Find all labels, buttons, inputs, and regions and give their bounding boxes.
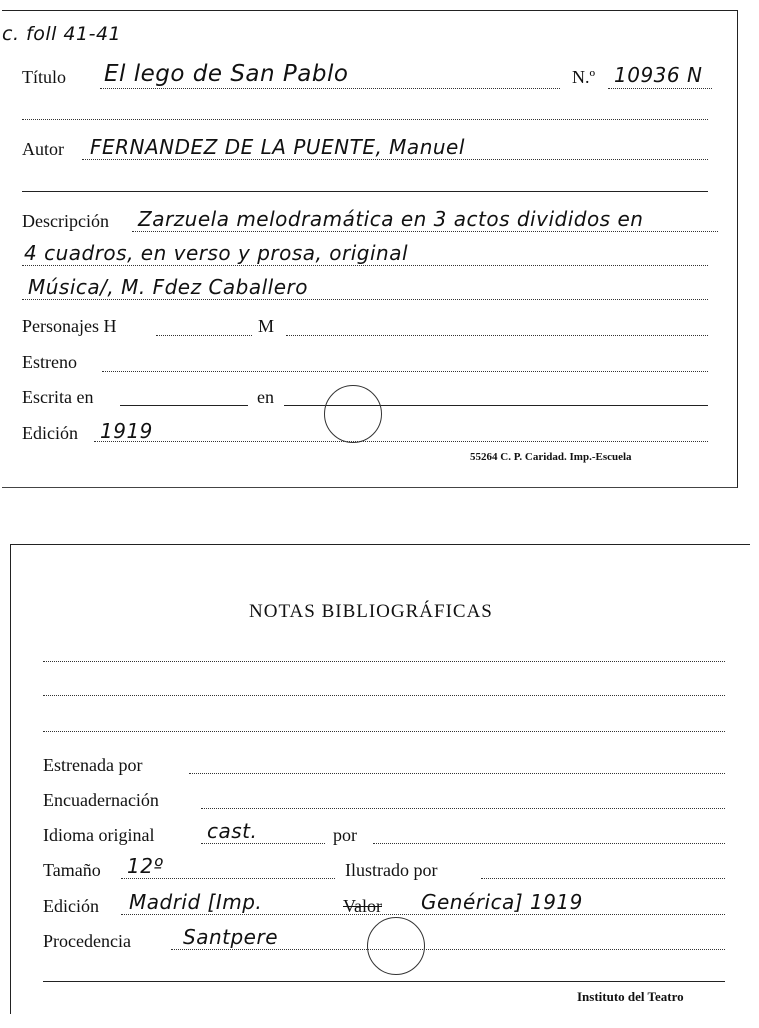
- punch-hole: [367, 917, 425, 975]
- descripcion-value-3: Música/, M. Fdez Caballero: [28, 275, 308, 299]
- edicion-back-value-a: Madrid [Imp.: [129, 890, 263, 914]
- blank-line: [22, 119, 708, 120]
- tamano-value: 12º: [127, 854, 164, 878]
- estrenada-label: Estrenada por: [43, 755, 143, 775]
- notes-line: [43, 695, 725, 696]
- titulo-line: [100, 88, 560, 89]
- idioma-line: [201, 843, 325, 844]
- edicion-back-struck: Valor: [343, 896, 382, 916]
- edicion-value: 1919: [100, 419, 153, 443]
- encuadernacion-label: Encuadernación: [43, 790, 159, 810]
- catalog-card-front: [2, 10, 738, 488]
- escrita-line: [120, 405, 248, 406]
- autor-value: FERNANDEZ DE LA PUENTE, Manuel: [90, 135, 465, 159]
- descripcion-label: Descripción: [22, 211, 109, 231]
- notes-line: [43, 661, 725, 662]
- tamano-line: [121, 878, 335, 879]
- numero-value: 10936 N: [614, 63, 703, 87]
- autor-line: [82, 159, 708, 160]
- bottom-rule: [43, 981, 725, 982]
- estrenada-line: [189, 773, 725, 774]
- numero-label: N.º: [572, 67, 596, 87]
- notes-line: [43, 731, 725, 732]
- descripcion-line-1: [132, 231, 718, 232]
- corner-note: c. foll 41-41: [2, 23, 122, 45]
- descripcion-value-2: 4 cuadros, en verso y prosa, original: [24, 241, 409, 265]
- escrita-en-label: en: [257, 387, 274, 407]
- catalog-card-back: [10, 544, 750, 1014]
- edicion-label: Edición: [22, 423, 78, 443]
- ilustrado-line: [481, 878, 725, 879]
- numero-line: [608, 88, 712, 89]
- idioma-por-label: por: [333, 825, 357, 845]
- personajes-m-line: [286, 335, 708, 336]
- printer-imprint: 55264 C. P. Caridad. Imp.-Escuela: [470, 451, 632, 463]
- notas-heading: NOTAS BIBLIOGRÁFICAS: [249, 601, 493, 622]
- tamano-label: Tamaño: [43, 860, 101, 880]
- titulo-label: Título: [22, 67, 66, 87]
- descripcion-line-2: [22, 265, 708, 266]
- estreno-label: Estreno: [22, 352, 77, 372]
- descripcion-line-3: [22, 299, 708, 300]
- edicion-line: [94, 441, 708, 442]
- idioma-por-line: [373, 843, 725, 844]
- procedencia-line: [171, 949, 725, 950]
- punch-hole: [324, 385, 382, 443]
- encuadernacion-line: [201, 808, 725, 809]
- idioma-value: cast.: [207, 819, 258, 843]
- autor-label: Autor: [22, 139, 64, 159]
- edicion-back-label: Edición: [43, 896, 99, 916]
- ilustrado-label: Ilustrado por: [345, 860, 438, 880]
- titulo-value: El lego de San Pablo: [104, 61, 349, 87]
- personajes-label: Personajes H: [22, 316, 117, 336]
- personajes-h-line: [156, 335, 252, 336]
- institution-imprint: Instituto del Teatro: [577, 989, 684, 1004]
- procedencia-label: Procedencia: [43, 931, 131, 951]
- blank-line: [22, 191, 708, 192]
- procedencia-value: Santpere: [183, 925, 278, 949]
- personajes-m-label: M: [258, 316, 275, 336]
- estreno-line: [102, 371, 708, 372]
- idioma-label: Idioma original: [43, 825, 155, 845]
- escrita-label: Escrita en: [22, 387, 94, 407]
- edicion-back-value-b: Genérica] 1919: [421, 890, 583, 914]
- edicion-back-line: [121, 914, 725, 915]
- descripcion-value-1: Zarzuela melodramática en 3 actos divididos en: [138, 207, 644, 231]
